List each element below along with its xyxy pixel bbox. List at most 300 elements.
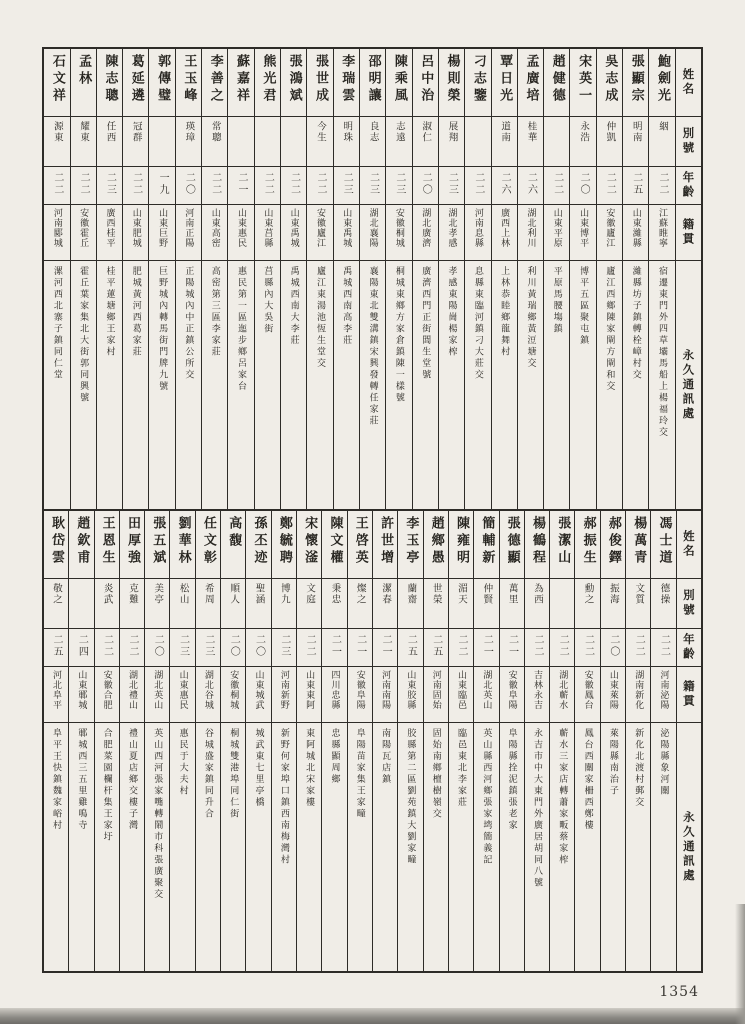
entry-address-cell bbox=[297, 723, 321, 971]
entry-name-cell bbox=[424, 511, 448, 579]
entry-name: 陳志聰 bbox=[102, 54, 118, 105]
entry-name: 楊萬青 bbox=[631, 516, 647, 567]
entry-name: 張五斌 bbox=[150, 516, 166, 567]
entry-column bbox=[68, 511, 93, 971]
entry-address-cell bbox=[575, 723, 599, 971]
entry-address: 合肥菜園欄杆集王家圩 bbox=[101, 728, 112, 843]
entry-hao: 冠群 bbox=[130, 121, 142, 143]
entry-native: 山東東阿 bbox=[304, 670, 315, 710]
entry-native: 山東莒縣 bbox=[262, 208, 273, 248]
entry-native: 河南息縣 bbox=[472, 208, 483, 248]
entry-hao: 文質 bbox=[633, 583, 645, 605]
header-age-label: 年齡 bbox=[681, 633, 696, 662]
entry-age-cell bbox=[597, 167, 622, 205]
entry-hao-cell bbox=[170, 579, 194, 629]
entry-native: 湖北禮山 bbox=[126, 670, 137, 710]
entry-name: 陳乘風 bbox=[391, 54, 407, 105]
entry-native: 廣西上林 bbox=[499, 208, 510, 248]
entry-column bbox=[201, 49, 227, 509]
entry-name-cell bbox=[360, 49, 385, 117]
entry-age-cell bbox=[623, 167, 648, 205]
entry-address: 正陽城內中正鎮公所交 bbox=[183, 266, 194, 381]
entry-age: 二一 bbox=[380, 634, 392, 658]
entry-column bbox=[517, 49, 543, 509]
entry-age: 二二 bbox=[78, 172, 90, 196]
header-native-label: 籍貫 bbox=[681, 680, 696, 709]
entry-column bbox=[148, 49, 174, 509]
entry-native: 山東濰縣 bbox=[630, 208, 641, 248]
entry-hao-cell bbox=[348, 579, 372, 629]
entry-column bbox=[44, 511, 68, 971]
entry-address: 禮山夏店鄉交樓子灣 bbox=[126, 728, 137, 832]
entry-hao: 仲賢 bbox=[481, 583, 493, 605]
entry-age: 二二 bbox=[604, 172, 616, 196]
entry-name: 楊則榮 bbox=[444, 54, 460, 105]
entry-address: 阜陽縣拴泥鎮張老家 bbox=[506, 728, 517, 832]
entry-hao-cell bbox=[246, 579, 270, 629]
entry-age: 二〇 bbox=[228, 634, 240, 658]
entry-column bbox=[574, 511, 599, 971]
entry-name: 田厚強 bbox=[124, 516, 140, 567]
entry-native-cell bbox=[322, 667, 346, 723]
entry-native: 安徽桐城 bbox=[228, 670, 239, 710]
entry-hao: 任西 bbox=[104, 121, 116, 143]
entry-address: 鳳台西關家柵西鄭樓 bbox=[582, 728, 593, 832]
entry-hao: 勳之 bbox=[582, 583, 594, 605]
entry-column bbox=[622, 49, 648, 509]
entry-age: 二五 bbox=[405, 634, 417, 658]
entry-native-cell bbox=[360, 205, 385, 261]
entry-age-cell bbox=[386, 167, 411, 205]
entry-column bbox=[650, 511, 675, 971]
entry-name-cell bbox=[149, 49, 174, 117]
entry-column bbox=[385, 49, 411, 509]
entry-name: 趙健德 bbox=[549, 54, 565, 105]
entry-age-cell bbox=[221, 629, 245, 667]
entry-name: 高馥 bbox=[226, 516, 242, 550]
entry-hao-cell bbox=[544, 117, 569, 167]
entry-age: 二二 bbox=[130, 172, 142, 196]
entry-column bbox=[333, 49, 359, 509]
entry-name: 郝振生 bbox=[580, 516, 596, 567]
entry-name: 任文彰 bbox=[200, 516, 216, 567]
entry-native-cell bbox=[228, 205, 253, 261]
entry-age-cell bbox=[196, 629, 220, 667]
entry-address-cell bbox=[398, 723, 422, 971]
entry-age-cell bbox=[71, 167, 96, 205]
entry-name: 呂中治 bbox=[418, 54, 434, 105]
entry-address-cell bbox=[246, 723, 270, 971]
entry-name-cell bbox=[272, 511, 296, 579]
entry-age: 二一 bbox=[354, 634, 366, 658]
entry-column bbox=[175, 49, 201, 509]
entry-native: 山東巨野 bbox=[157, 208, 168, 248]
entry-hao-cell bbox=[373, 579, 397, 629]
entry-age: 二二 bbox=[472, 172, 484, 196]
entry-column bbox=[169, 511, 194, 971]
entry-age-cell bbox=[44, 629, 68, 667]
entry-column bbox=[648, 49, 674, 509]
entry-age-cell bbox=[123, 167, 148, 205]
entry-address: 蘄水三家店轉蕭家畈蔡家榨 bbox=[557, 728, 568, 866]
entry-age: 二二 bbox=[101, 634, 113, 658]
entry-column bbox=[464, 49, 490, 509]
entry-hao-cell bbox=[196, 579, 220, 629]
entry-address-cell bbox=[176, 261, 201, 509]
entry-hao: 文庭 bbox=[304, 583, 316, 605]
entry-address: 莒縣內大吳街 bbox=[262, 266, 273, 335]
header-name-label: 姓名 bbox=[681, 68, 696, 97]
entry-name: 王啓英 bbox=[352, 516, 368, 567]
entry-name: 孟林 bbox=[76, 54, 92, 88]
entry-age-cell bbox=[500, 629, 524, 667]
entry-native-cell bbox=[145, 667, 169, 723]
entry-address-cell bbox=[597, 261, 622, 509]
entry-native-cell bbox=[386, 205, 411, 261]
entry-native-cell bbox=[221, 667, 245, 723]
entry-hao-cell bbox=[649, 117, 674, 167]
entry-address: 固始南鄉檀樹嶺交 bbox=[430, 728, 441, 820]
table-section-bottom bbox=[44, 509, 701, 971]
entry-address: 胶縣第二區劉苑鎮大劉家疃 bbox=[405, 728, 416, 866]
entry-native-cell bbox=[348, 667, 372, 723]
entry-name: 李瑞雲 bbox=[339, 54, 355, 105]
entry-name: 孟廣培 bbox=[523, 54, 539, 105]
entry-column bbox=[96, 49, 122, 509]
entry-name: 李善之 bbox=[207, 54, 223, 105]
entry-native-cell bbox=[500, 667, 524, 723]
entry-native: 安徽阜陽 bbox=[354, 670, 365, 710]
entry-hao-cell bbox=[601, 579, 625, 629]
entry-native-cell bbox=[649, 205, 674, 261]
entry-age: 二〇 bbox=[152, 634, 164, 658]
entry-age: 二二 bbox=[51, 172, 63, 196]
entry-address: 濰縣坊子鎮轉栓嶂村交 bbox=[630, 266, 641, 381]
entry-address: 新野何家埠口鎮西南梅灣村 bbox=[278, 728, 289, 866]
entry-name: 張鴻斌 bbox=[286, 54, 302, 105]
entry-age-cell bbox=[176, 167, 201, 205]
entry-native-cell bbox=[651, 667, 675, 723]
entry-name: 劉華林 bbox=[175, 516, 191, 567]
entry-hao: 瑛璋 bbox=[183, 121, 195, 143]
entry-hao-cell bbox=[322, 579, 346, 629]
entry-native: 四川忠縣 bbox=[329, 670, 340, 710]
entry-age: 二三 bbox=[341, 172, 353, 196]
entry-age-cell bbox=[44, 167, 69, 205]
entry-hao: 博九 bbox=[278, 583, 290, 605]
entry-hao: 希周 bbox=[202, 583, 214, 605]
entry-age-cell bbox=[297, 629, 321, 667]
entry-age-cell bbox=[281, 167, 306, 205]
header-column bbox=[675, 49, 701, 509]
entry-name: 蘇嘉祥 bbox=[234, 54, 250, 105]
entry-age-cell bbox=[120, 629, 144, 667]
entry-address-cell bbox=[44, 261, 69, 509]
entry-column bbox=[245, 511, 270, 971]
entry-name-cell bbox=[44, 49, 69, 117]
entry-native-cell bbox=[424, 667, 448, 723]
entry-native: 安徽鳳台 bbox=[582, 670, 593, 710]
entry-address: 惠民第一區迤步鄉呂家台 bbox=[236, 266, 247, 393]
entry-age: 二二 bbox=[582, 634, 594, 658]
entry-native: 湖北谷城 bbox=[202, 670, 213, 710]
entry-hao-cell bbox=[465, 117, 490, 167]
entry-age-cell bbox=[649, 167, 674, 205]
scan-edge-corner bbox=[735, 904, 745, 1024]
header-address bbox=[676, 261, 701, 509]
entry-column bbox=[122, 49, 148, 509]
entry-native: 山東平原 bbox=[551, 208, 562, 248]
entry-address: 永吉市中大東門外廣居胡同八號 bbox=[531, 728, 542, 889]
entry-address-cell bbox=[500, 723, 524, 971]
entry-hao: 展翔 bbox=[446, 121, 458, 143]
entry-hao-cell bbox=[97, 117, 122, 167]
entry-hao: 秉忠 bbox=[329, 583, 341, 605]
entry-hao-cell bbox=[281, 117, 306, 167]
entry-hao-cell bbox=[44, 117, 69, 167]
entry-address-cell bbox=[449, 723, 473, 971]
entry-column bbox=[491, 49, 517, 509]
entry-hao: 道南 bbox=[499, 121, 511, 143]
entry-native-cell bbox=[44, 205, 69, 261]
entry-name-cell bbox=[413, 49, 438, 117]
entry-address: 孝感東陽崗楊家榨 bbox=[446, 266, 457, 358]
entry-address: 漯河西北寨子鎮同仁堂 bbox=[51, 266, 62, 381]
entry-name-cell bbox=[500, 511, 524, 579]
entry-address-cell bbox=[601, 723, 625, 971]
entry-name-cell bbox=[626, 511, 650, 579]
entry-age-cell bbox=[246, 629, 270, 667]
entry-address-cell bbox=[95, 723, 119, 971]
entry-hao-cell bbox=[500, 579, 524, 629]
entry-hao-cell bbox=[525, 579, 549, 629]
entry-column bbox=[44, 49, 69, 509]
entry-name: 張潔山 bbox=[555, 516, 571, 567]
entry-column bbox=[144, 511, 169, 971]
entry-age-cell bbox=[492, 167, 517, 205]
entry-age-cell bbox=[95, 629, 119, 667]
entry-age: 二二 bbox=[658, 634, 670, 658]
entry-age: 二二 bbox=[557, 634, 569, 658]
entry-address-cell bbox=[69, 723, 93, 971]
entry-name-cell bbox=[176, 49, 201, 117]
entry-age: 二二 bbox=[531, 634, 543, 658]
entry-native: 吉林永吉 bbox=[531, 670, 542, 710]
entry-age: 二二 bbox=[288, 172, 300, 196]
entry-native: 山東臨邑 bbox=[456, 670, 467, 710]
entry-hao: 永浩 bbox=[578, 121, 590, 143]
entry-address-cell bbox=[170, 723, 194, 971]
entry-column bbox=[372, 511, 397, 971]
entry-native: 安徽霍丘 bbox=[78, 208, 89, 248]
entry-name-cell bbox=[386, 49, 411, 117]
entry-native: 安徽阜陽 bbox=[506, 670, 517, 710]
entry-address: 廣濟西門正街閭生堂號 bbox=[420, 266, 431, 381]
entry-native-cell bbox=[623, 205, 648, 261]
entry-age: 二二 bbox=[304, 634, 316, 658]
entry-hao: 順人 bbox=[228, 583, 240, 605]
entry-address-cell bbox=[651, 723, 675, 971]
entry-name: 楊鶴程 bbox=[529, 516, 545, 567]
entry-age: 二一 bbox=[236, 172, 248, 196]
entry-column bbox=[543, 49, 569, 509]
header-hao-label: 別號 bbox=[681, 127, 696, 156]
entry-address-cell bbox=[255, 261, 280, 509]
entry-age-cell bbox=[626, 629, 650, 667]
entry-native-cell bbox=[255, 205, 280, 261]
entry-name-cell bbox=[297, 511, 321, 579]
entry-address: 肥城黃河西葛家莊 bbox=[130, 266, 141, 358]
entry-native-cell bbox=[170, 667, 194, 723]
entry-name-cell bbox=[221, 511, 245, 579]
header-hao bbox=[676, 117, 701, 167]
entry-name: 陳文權 bbox=[327, 516, 343, 567]
entry-name: 鮑劍光 bbox=[655, 54, 671, 105]
entry-age-cell bbox=[474, 629, 498, 667]
entry-hao-cell bbox=[570, 117, 595, 167]
entry-column bbox=[280, 49, 306, 509]
entry-hao-cell bbox=[360, 117, 385, 167]
entry-column bbox=[524, 511, 549, 971]
entry-address: 襄陽東北雙溝鎮宋興發轉任家莊 bbox=[367, 266, 378, 427]
entry-native-cell bbox=[597, 205, 622, 261]
entry-hao: 美亭 bbox=[152, 583, 164, 605]
entry-address: 臨邑東北李家莊 bbox=[456, 728, 467, 809]
entry-native-cell bbox=[334, 205, 359, 261]
entry-age: 二〇 bbox=[183, 172, 195, 196]
header-native bbox=[676, 205, 701, 261]
entry-native-cell bbox=[272, 667, 296, 723]
entry-native-cell bbox=[97, 205, 122, 261]
entry-native-cell bbox=[149, 205, 174, 261]
entry-native-cell bbox=[71, 205, 96, 261]
entry-name: 覃日光 bbox=[497, 54, 513, 105]
entry-native: 安徽廬江 bbox=[314, 208, 325, 248]
entry-name: 宋英一 bbox=[576, 54, 592, 105]
entry-hao: 絪 bbox=[657, 121, 669, 132]
entry-age: 二二 bbox=[314, 172, 326, 196]
entry-name-cell bbox=[597, 49, 622, 117]
entry-name: 鄭毓聘 bbox=[276, 516, 292, 567]
entry-native-cell bbox=[246, 667, 270, 723]
entry-age: 二二 bbox=[657, 172, 669, 196]
entry-native-cell bbox=[570, 205, 595, 261]
entry-address-cell bbox=[360, 261, 385, 509]
entry-name-cell bbox=[449, 511, 473, 579]
entry-age: 二六 bbox=[499, 172, 511, 196]
entry-name: 趙鄉愚 bbox=[428, 516, 444, 567]
entry-native: 山東惠民 bbox=[177, 670, 188, 710]
entry-address: 阜陽苗家集王家疃 bbox=[354, 728, 365, 820]
entry-native: 山東城武 bbox=[253, 670, 264, 710]
entry-address-cell bbox=[228, 261, 253, 509]
entry-native: 湖北孝感 bbox=[446, 208, 457, 248]
entry-hao-cell bbox=[44, 579, 68, 629]
entry-name-cell bbox=[196, 511, 220, 579]
entry-age-cell bbox=[544, 167, 569, 205]
entry-hao: 良志 bbox=[367, 121, 379, 143]
entry-native-cell bbox=[626, 667, 650, 723]
entry-address: 阜平王快鎮魏家峪村 bbox=[51, 728, 62, 832]
entry-native-cell bbox=[439, 205, 464, 261]
entry-name-cell bbox=[202, 49, 227, 117]
entry-hao-cell bbox=[651, 579, 675, 629]
entry-native: 安徽合肥 bbox=[101, 670, 112, 710]
entry-native: 江蘇睢寧 bbox=[657, 208, 668, 248]
entry-hao-cell bbox=[439, 117, 464, 167]
entry-age-cell bbox=[518, 167, 543, 205]
entry-name-cell bbox=[651, 511, 675, 579]
entry-address-cell bbox=[120, 723, 144, 971]
entry-age-cell bbox=[149, 167, 174, 205]
entry-name: 陳雍明 bbox=[454, 516, 470, 567]
entry-name: 刁志鑒 bbox=[470, 54, 486, 105]
entry-address-cell bbox=[649, 261, 674, 509]
entry-address: 谷城盛家鎮同升合 bbox=[202, 728, 213, 820]
entry-address-cell bbox=[272, 723, 296, 971]
entry-address: 廬江東湯池恆生堂交 bbox=[314, 266, 325, 370]
header-age bbox=[677, 629, 701, 667]
entry-address-cell bbox=[626, 723, 650, 971]
header-address bbox=[677, 723, 701, 971]
entry-column bbox=[254, 49, 280, 509]
entry-column bbox=[227, 49, 253, 509]
entry-address-cell bbox=[544, 261, 569, 509]
entry-address-cell bbox=[71, 261, 96, 509]
header-address-label: 永久通訊處 bbox=[681, 348, 696, 422]
entry-address: 巨野城內轉馬街門牌九號 bbox=[157, 266, 168, 393]
entry-address: 息縣東臨河鎮刁大莊交 bbox=[472, 266, 483, 381]
entry-age: 二〇 bbox=[578, 172, 590, 196]
entry-hao-cell bbox=[449, 579, 473, 629]
entry-column bbox=[569, 49, 595, 509]
entry-column bbox=[412, 49, 438, 509]
entry-age: 二〇 bbox=[253, 634, 265, 658]
entry-hao: 松山 bbox=[177, 583, 189, 605]
entry-native-cell bbox=[307, 205, 332, 261]
entry-age-cell bbox=[525, 629, 549, 667]
entry-native: 湖北廣濟 bbox=[420, 208, 431, 248]
entry-age: 二三 bbox=[104, 172, 116, 196]
entry-address: 桐城東鄉方家倉鎮陳一樣號 bbox=[393, 266, 404, 404]
entry-hao: 德操 bbox=[658, 583, 670, 605]
entry-address-cell bbox=[439, 261, 464, 509]
header-age-label: 年齡 bbox=[681, 171, 696, 200]
entry-address-cell bbox=[424, 723, 448, 971]
entry-hao-cell bbox=[149, 117, 174, 167]
entry-name: 耿岱雲 bbox=[49, 516, 65, 567]
entry-hao-cell bbox=[334, 117, 359, 167]
entry-native-cell bbox=[550, 667, 574, 723]
entry-hao-cell bbox=[550, 579, 574, 629]
entry-age: 二一 bbox=[329, 634, 341, 658]
entry-age-cell bbox=[348, 629, 372, 667]
entry-native: 河南新野 bbox=[278, 670, 289, 710]
entry-name: 熊光君 bbox=[260, 54, 276, 105]
entry-address-cell bbox=[334, 261, 359, 509]
entry-name-cell bbox=[623, 49, 648, 117]
entry-age-cell bbox=[601, 629, 625, 667]
entry-address-cell bbox=[550, 723, 574, 971]
entry-name-cell bbox=[334, 49, 359, 117]
entry-age: 二六 bbox=[525, 172, 537, 196]
entry-address-cell bbox=[474, 723, 498, 971]
entry-hao: 仲凱 bbox=[604, 121, 616, 143]
entry-name: 郭傳璧 bbox=[155, 54, 171, 105]
entry-hao: 明珠 bbox=[341, 121, 353, 143]
header-column bbox=[676, 511, 701, 971]
header-address-label: 永久通訊處 bbox=[681, 810, 696, 884]
